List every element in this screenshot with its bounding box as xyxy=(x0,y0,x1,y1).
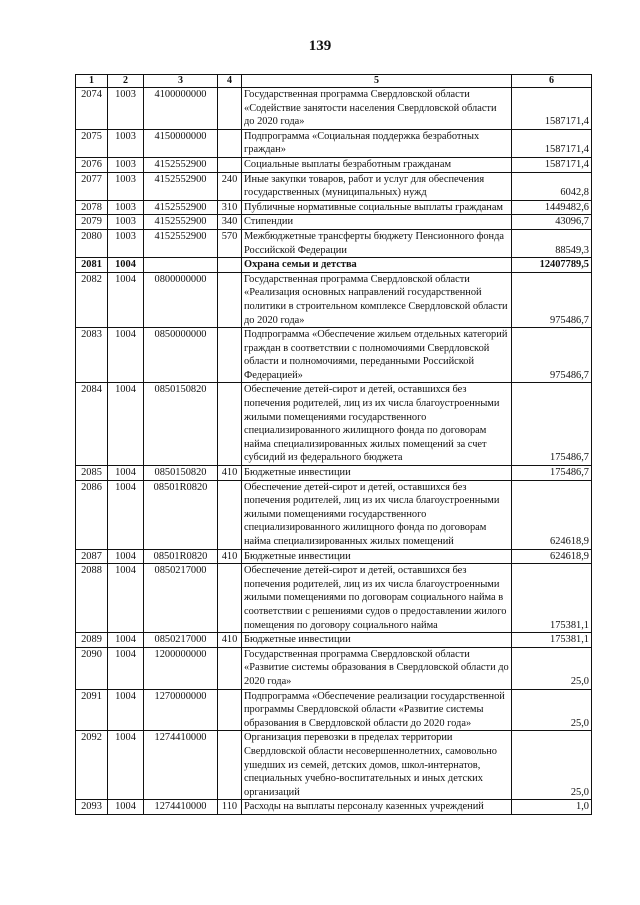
row-number-cell: 2085 xyxy=(76,466,108,481)
column-header: 6 xyxy=(512,75,592,88)
section-code-cell: 1004 xyxy=(108,633,144,648)
section-code-cell: 1003 xyxy=(108,157,144,172)
expense-type-cell xyxy=(218,258,242,273)
item-name-cell: Бюджетные инвестиции xyxy=(242,549,512,564)
row-number-cell: 2091 xyxy=(76,689,108,731)
amount-cell: 624618,9 xyxy=(512,549,592,564)
row-number-cell: 2088 xyxy=(76,564,108,633)
table-row xyxy=(76,272,592,327)
section-code-cell: 1004 xyxy=(108,466,144,481)
row-number-cell: 2092 xyxy=(76,731,108,800)
target-article-cell: 0850150820 xyxy=(144,383,218,466)
item-name-cell: Государственная программа Свердловской области «Содействие занятости населения Свердловской области до 2020 года» xyxy=(242,88,512,130)
amount-cell: 1587171,4 xyxy=(512,157,592,172)
amount-cell: 175486,7 xyxy=(512,383,592,466)
expense-type-cell xyxy=(218,564,242,633)
section-code-cell: 1003 xyxy=(108,172,144,200)
table-row xyxy=(76,564,592,633)
target-article-cell: 0850217000 xyxy=(144,633,218,648)
expense-type-cell xyxy=(218,272,242,327)
expense-type-cell xyxy=(218,157,242,172)
target-article-cell: 4150000000 xyxy=(144,129,218,157)
table-row xyxy=(76,549,592,564)
row-number-cell: 2076 xyxy=(76,157,108,172)
target-article-cell: 1200000000 xyxy=(144,647,218,689)
table-row xyxy=(76,129,592,157)
table-row xyxy=(76,258,592,273)
row-number-cell: 2082 xyxy=(76,272,108,327)
row-number-cell: 2079 xyxy=(76,215,108,230)
expense-type-cell xyxy=(218,129,242,157)
row-number-cell: 2093 xyxy=(76,800,108,815)
row-number-cell: 2087 xyxy=(76,549,108,564)
section-code-cell: 1004 xyxy=(108,731,144,800)
row-number-cell: 2083 xyxy=(76,328,108,383)
section-code-cell: 1004 xyxy=(108,383,144,466)
item-name-cell: Бюджетные инвестиции xyxy=(242,633,512,648)
item-name-cell: Обеспечение детей-сирот и детей, оставшихся без попечения родителей, лиц из их числа благоустроенными жилыми помещениями государственного специализированного жилищного фонда по договорам найма специализированных жилых помещений xyxy=(242,480,512,549)
amount-cell: 1587171,4 xyxy=(512,88,592,130)
section-code-cell: 1004 xyxy=(108,689,144,731)
expense-type-cell xyxy=(218,88,242,130)
amount-cell: 6042,8 xyxy=(512,172,592,200)
target-article-cell: 4152552900 xyxy=(144,215,218,230)
table-row xyxy=(76,229,592,257)
target-article-cell: 1274410000 xyxy=(144,731,218,800)
row-number-cell: 2086 xyxy=(76,480,108,549)
section-code-cell: 1004 xyxy=(108,258,144,273)
table-row xyxy=(76,480,592,549)
target-article-cell: 4152552900 xyxy=(144,229,218,257)
table-row xyxy=(76,466,592,481)
table-row xyxy=(76,689,592,731)
target-article-cell: 0850217000 xyxy=(144,564,218,633)
budget-table xyxy=(75,74,592,815)
expense-type-cell: 340 xyxy=(218,215,242,230)
expense-type-cell xyxy=(218,647,242,689)
section-code-cell: 1003 xyxy=(108,88,144,130)
expense-type-cell xyxy=(218,328,242,383)
column-header: 5 xyxy=(242,75,512,88)
amount-cell: 975486,7 xyxy=(512,328,592,383)
amount-cell: 975486,7 xyxy=(512,272,592,327)
item-name-cell: Организация перевозки в пределах территории Свердловской области несовершеннолетних, самовольно ушедших из семей, детских домов, школ-интернатов, специальных учебно-воспитательных и иных детских организаций xyxy=(242,731,512,800)
expense-type-cell xyxy=(218,480,242,549)
section-code-cell: 1004 xyxy=(108,564,144,633)
target-article-cell xyxy=(144,258,218,273)
target-article-cell: 0800000000 xyxy=(144,272,218,327)
target-article-cell: 1274410000 xyxy=(144,800,218,815)
expense-type-cell: 110 xyxy=(218,800,242,815)
item-name-cell: Межбюджетные трансферты бюджету Пенсионного фонда Российской Федерации xyxy=(242,229,512,257)
expense-type-cell xyxy=(218,731,242,800)
item-name-cell: Государственная программа Свердловской области «Развитие системы образования в Свердловской области до 2020 года» xyxy=(242,647,512,689)
item-name-cell: Социальные выплаты безработным гражданам xyxy=(242,157,512,172)
item-name-cell: Стипендии xyxy=(242,215,512,230)
amount-cell: 1,0 xyxy=(512,800,592,815)
column-header: 1 xyxy=(76,75,108,88)
item-name-cell: Иные закупки товаров, работ и услуг для обеспечения государственных (муниципальных) нужд xyxy=(242,172,512,200)
section-code-cell: 1004 xyxy=(108,272,144,327)
item-name-cell: Подпрограмма «Обеспечение реализации государственной программы Свердловской области «Развитие системы образования в Свердловской области до 2020 года» xyxy=(242,689,512,731)
item-name-cell: Подпрограмма «Социальная поддержка безработных граждан» xyxy=(242,129,512,157)
item-name-cell: Обеспечение детей-сирот и детей, оставшихся без попечения родителей, лиц из их числа благоустроенными жилыми помещениями по договорам социального найма в соответствии с решениями судов о предоставлении жилого помещения по договору социального найма xyxy=(242,564,512,633)
row-number-cell: 2080 xyxy=(76,229,108,257)
amount-cell: 1587171,4 xyxy=(512,129,592,157)
table-row xyxy=(76,647,592,689)
amount-cell: 1449482,6 xyxy=(512,200,592,215)
item-name-cell: Государственная программа Свердловской области «Реализация основных направлений государственной политики в строительном комплексе Свердловской области до 2020 года» xyxy=(242,272,512,327)
amount-cell: 175381,1 xyxy=(512,633,592,648)
row-number-cell: 2090 xyxy=(76,647,108,689)
expense-type-cell: 410 xyxy=(218,549,242,564)
target-article-cell: 0850000000 xyxy=(144,328,218,383)
item-name-cell: Охрана семьи и детства xyxy=(242,258,512,273)
section-code-cell: 1003 xyxy=(108,229,144,257)
table-body xyxy=(76,88,592,815)
item-name-cell: Обеспечение детей-сирот и детей, оставшихся без попечения родителей, лиц из их числа благоустроенными жилыми помещениями государственного специализированного жилищного фонда по договорам найма специализированных жилых помещений за счет субсидий из федерального бюджета xyxy=(242,383,512,466)
row-number-cell: 2074 xyxy=(76,88,108,130)
page-number: 139 xyxy=(308,38,332,54)
section-code-cell: 1003 xyxy=(108,200,144,215)
expense-type-cell xyxy=(218,383,242,466)
amount-cell: 25,0 xyxy=(512,731,592,800)
amount-cell: 43096,7 xyxy=(512,215,592,230)
section-code-cell: 1004 xyxy=(108,328,144,383)
column-header: 3 xyxy=(144,75,218,88)
column-header: 2 xyxy=(108,75,144,88)
table-row xyxy=(76,215,592,230)
table-row xyxy=(76,383,592,466)
table-row xyxy=(76,88,592,130)
target-article-cell: 08501R0820 xyxy=(144,549,218,564)
item-name-cell: Публичные нормативные социальные выплаты гражданам xyxy=(242,200,512,215)
target-article-cell: 4152552900 xyxy=(144,157,218,172)
table-row xyxy=(76,172,592,200)
target-article-cell: 0850150820 xyxy=(144,466,218,481)
expense-type-cell: 570 xyxy=(218,229,242,257)
table-header-row xyxy=(76,75,592,88)
section-code-cell: 1004 xyxy=(108,647,144,689)
section-code-cell: 1004 xyxy=(108,800,144,815)
expense-type-cell: 410 xyxy=(218,633,242,648)
section-code-cell: 1004 xyxy=(108,480,144,549)
row-number-cell: 2081 xyxy=(76,258,108,273)
expense-type-cell: 310 xyxy=(218,200,242,215)
section-code-cell: 1003 xyxy=(108,215,144,230)
target-article-cell: 08501R0820 xyxy=(144,480,218,549)
row-number-cell: 2075 xyxy=(76,129,108,157)
amount-cell: 175381,1 xyxy=(512,564,592,633)
amount-cell: 175486,7 xyxy=(512,466,592,481)
table-row xyxy=(76,800,592,815)
expense-type-cell: 410 xyxy=(218,466,242,481)
section-code-cell: 1004 xyxy=(108,549,144,564)
row-number-cell: 2078 xyxy=(76,200,108,215)
expense-type-cell xyxy=(218,689,242,731)
row-number-cell: 2077 xyxy=(76,172,108,200)
target-article-cell: 4100000000 xyxy=(144,88,218,130)
target-article-cell: 4152552900 xyxy=(144,200,218,215)
expense-type-cell: 240 xyxy=(218,172,242,200)
table-row xyxy=(76,633,592,648)
table-row xyxy=(76,731,592,800)
row-number-cell: 2089 xyxy=(76,633,108,648)
item-name-cell: Расходы на выплаты персоналу казенных учреждений xyxy=(242,800,512,815)
table-row xyxy=(76,328,592,383)
row-number-cell: 2084 xyxy=(76,383,108,466)
item-name-cell: Бюджетные инвестиции xyxy=(242,466,512,481)
table-row xyxy=(76,200,592,215)
column-header: 4 xyxy=(218,75,242,88)
amount-cell: 25,0 xyxy=(512,647,592,689)
item-name-cell: Подпрограмма «Обеспечение жильем отдельных категорий граждан в соответствии с полномочиями Свердловской области и полномочиями, переданными Российской Федерацией» xyxy=(242,328,512,383)
target-article-cell: 1270000000 xyxy=(144,689,218,731)
amount-cell: 624618,9 xyxy=(512,480,592,549)
section-code-cell: 1003 xyxy=(108,129,144,157)
amount-cell: 25,0 xyxy=(512,689,592,731)
amount-cell: 88549,3 xyxy=(512,229,592,257)
amount-cell: 12407789,5 xyxy=(512,258,592,273)
target-article-cell: 4152552900 xyxy=(144,172,218,200)
table-row xyxy=(76,157,592,172)
